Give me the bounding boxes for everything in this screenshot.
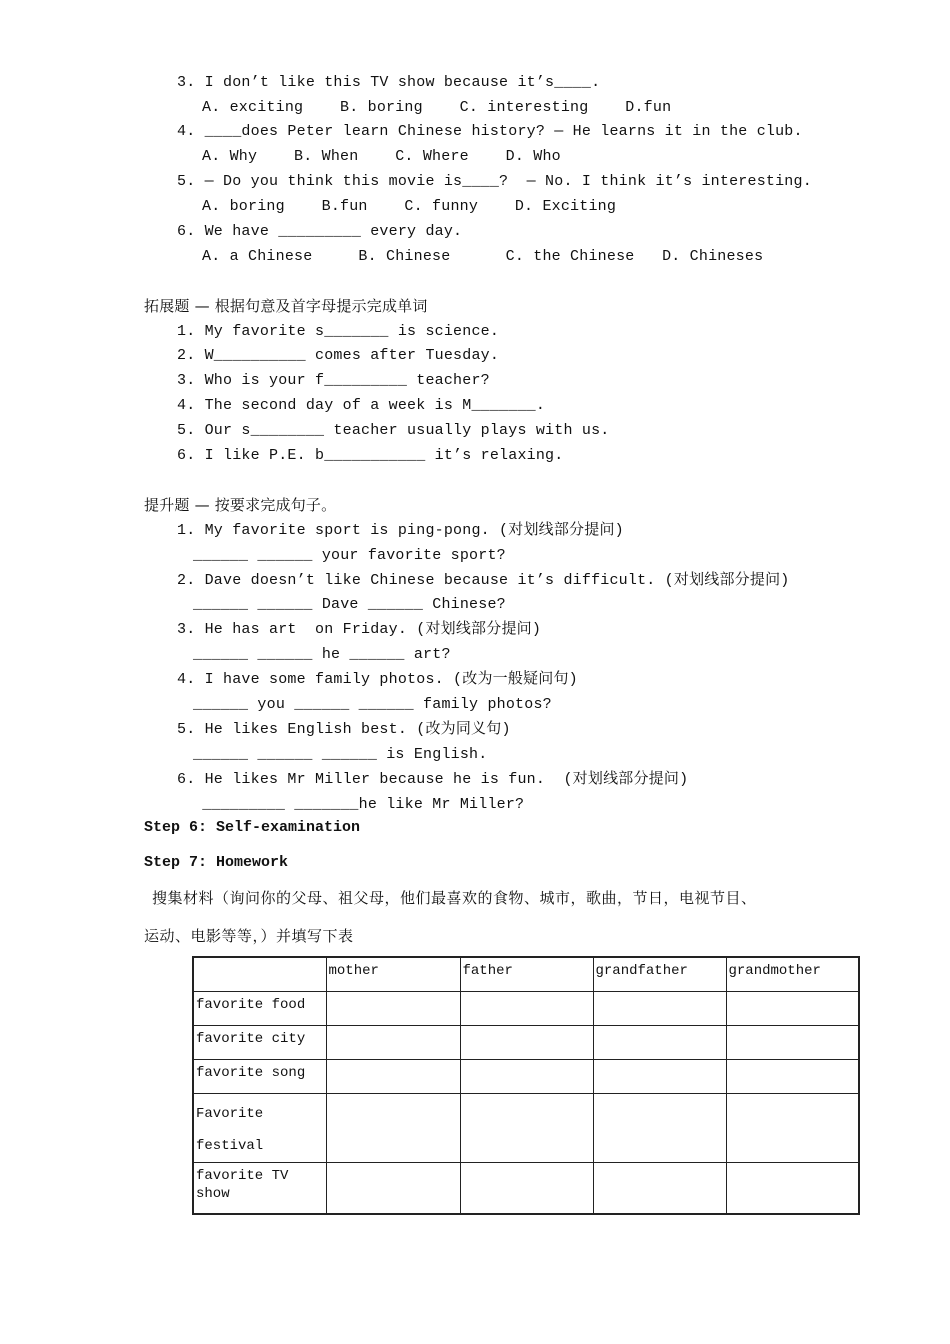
- table-cell[interactable]: [593, 1162, 726, 1214]
- improvement-section-title: 提升题 — 按要求完成句子。: [144, 496, 337, 514]
- table-cell[interactable]: [593, 1025, 726, 1059]
- homework-instruction-line1: 搜集材料（询问你的父母、祖父母，他们最喜欢的食物、城市，歌曲，节日，电视节目、: [152, 889, 757, 907]
- improvement-answer: ______ ______ he ______ art?: [193, 646, 451, 663]
- mc-question-3: 3. I don’t like this TV show because it’s____.: [177, 74, 601, 91]
- table-row: [193, 991, 859, 1025]
- extension-item: 2. W__________ comes after Tuesday.: [177, 347, 500, 364]
- extension-item: 6. I like P.E. b___________ it’s relaxing.: [177, 447, 564, 464]
- table-cell[interactable]: [726, 1162, 859, 1214]
- extension-item: 5. Our s________ teacher usually plays with us.: [177, 422, 610, 439]
- improvement-question: 4. I have some family photos. (改为一般疑问句): [177, 671, 578, 688]
- table-row: [193, 1059, 859, 1093]
- table-cell[interactable]: [593, 991, 726, 1025]
- mc-question-5: 5. — Do you think this movie is____? — No. I think it’s interesting.: [177, 173, 812, 190]
- table-cell[interactable]: [726, 1093, 859, 1162]
- table-cell[interactable]: [326, 1093, 460, 1162]
- mc-question-4: 4. ____does Peter learn Chinese history? — He learns it in the club.: [177, 123, 803, 140]
- mc-options-3: A. exciting B. boring C. interesting D.fun: [202, 99, 672, 116]
- table-row: [193, 1093, 859, 1162]
- table-cell[interactable]: [593, 1093, 726, 1162]
- extension-item: 1. My favorite s_______ is science.: [177, 323, 500, 340]
- table-cell[interactable]: [726, 1025, 859, 1059]
- mc-options-5: A. boring B.fun C. funny D. Exciting: [202, 198, 617, 215]
- row-label-favorite-song: favorite song: [193, 1059, 326, 1093]
- improvement-answer: _________ _______he like Mr Miller?: [193, 796, 525, 813]
- table-cell[interactable]: [460, 1093, 593, 1162]
- step-7-heading: Step 7: Homework: [144, 854, 289, 871]
- improvement-question: 5. He likes English best. (改为同义句): [177, 721, 511, 738]
- header-grandfather: grandfather: [593, 957, 726, 991]
- header-grandmother: grandmother: [726, 957, 859, 991]
- table-cell[interactable]: [326, 1025, 460, 1059]
- step-6-heading: Step 6: Self-examination: [144, 819, 361, 836]
- table-row: [193, 1025, 859, 1059]
- table-cell[interactable]: [593, 1059, 726, 1093]
- table-cell[interactable]: [460, 1162, 593, 1214]
- table-cell[interactable]: [326, 991, 460, 1025]
- row-label-favorite-food: favorite food: [193, 991, 326, 1025]
- extension-section-title: 拓展题 — 根据句意及首字母提示完成单词: [144, 297, 428, 315]
- improvement-question: 1. My favorite sport is ping-pong. (对划线部分提问): [177, 522, 624, 539]
- improvement-question: 6. He likes Mr Miller because he is fun. (对划线部分提问): [177, 771, 689, 788]
- row-label-favorite-festival: Favorite festival: [193, 1093, 326, 1162]
- improvement-question: 3. He has art on Friday. (对划线部分提问): [177, 621, 542, 638]
- improvement-question: 2. Dave doesn’t like Chinese because it’s difficult. (对划线部分提问): [177, 572, 790, 589]
- table-cell[interactable]: [460, 1059, 593, 1093]
- improvement-answer: ______ ______ your favorite sport?: [193, 547, 506, 564]
- mc-options-6: A. a Chinese B. Chinese C. the Chinese D. Chineses: [202, 248, 764, 265]
- table-cell[interactable]: [460, 991, 593, 1025]
- improvement-answer: ______ ______ ______ is English.: [193, 746, 488, 763]
- row-label-favorite-tv-show: favorite TV show: [193, 1162, 326, 1214]
- table-cell[interactable]: [726, 991, 859, 1025]
- header-father: father: [460, 957, 593, 991]
- table-row: [193, 1162, 859, 1214]
- table-cell[interactable]: [326, 1162, 460, 1214]
- improvement-answer: ______ you ______ ______ family photos?: [193, 696, 552, 713]
- improvement-answer: ______ ______ Dave ______ Chinese?: [193, 596, 506, 613]
- favorites-table: [192, 956, 860, 1215]
- table-cell[interactable]: [726, 1059, 859, 1093]
- homework-instruction-line2: 运动、电影等等，）并填写下表: [144, 927, 354, 945]
- extension-item: 3. Who is your f_________ teacher?: [177, 372, 490, 389]
- table-corner-cell: [193, 957, 326, 991]
- table-header-row: [193, 957, 859, 991]
- table-cell[interactable]: [326, 1059, 460, 1093]
- row-label-favorite-city: favorite city: [193, 1025, 326, 1059]
- header-mother: mother: [326, 957, 460, 991]
- table-cell[interactable]: [460, 1025, 593, 1059]
- mc-options-4: A. Why B. When C. Where D. Who: [202, 148, 561, 165]
- extension-item: 4. The second day of a week is M_______.: [177, 397, 546, 414]
- mc-question-6: 6. We have _________ every day.: [177, 223, 463, 240]
